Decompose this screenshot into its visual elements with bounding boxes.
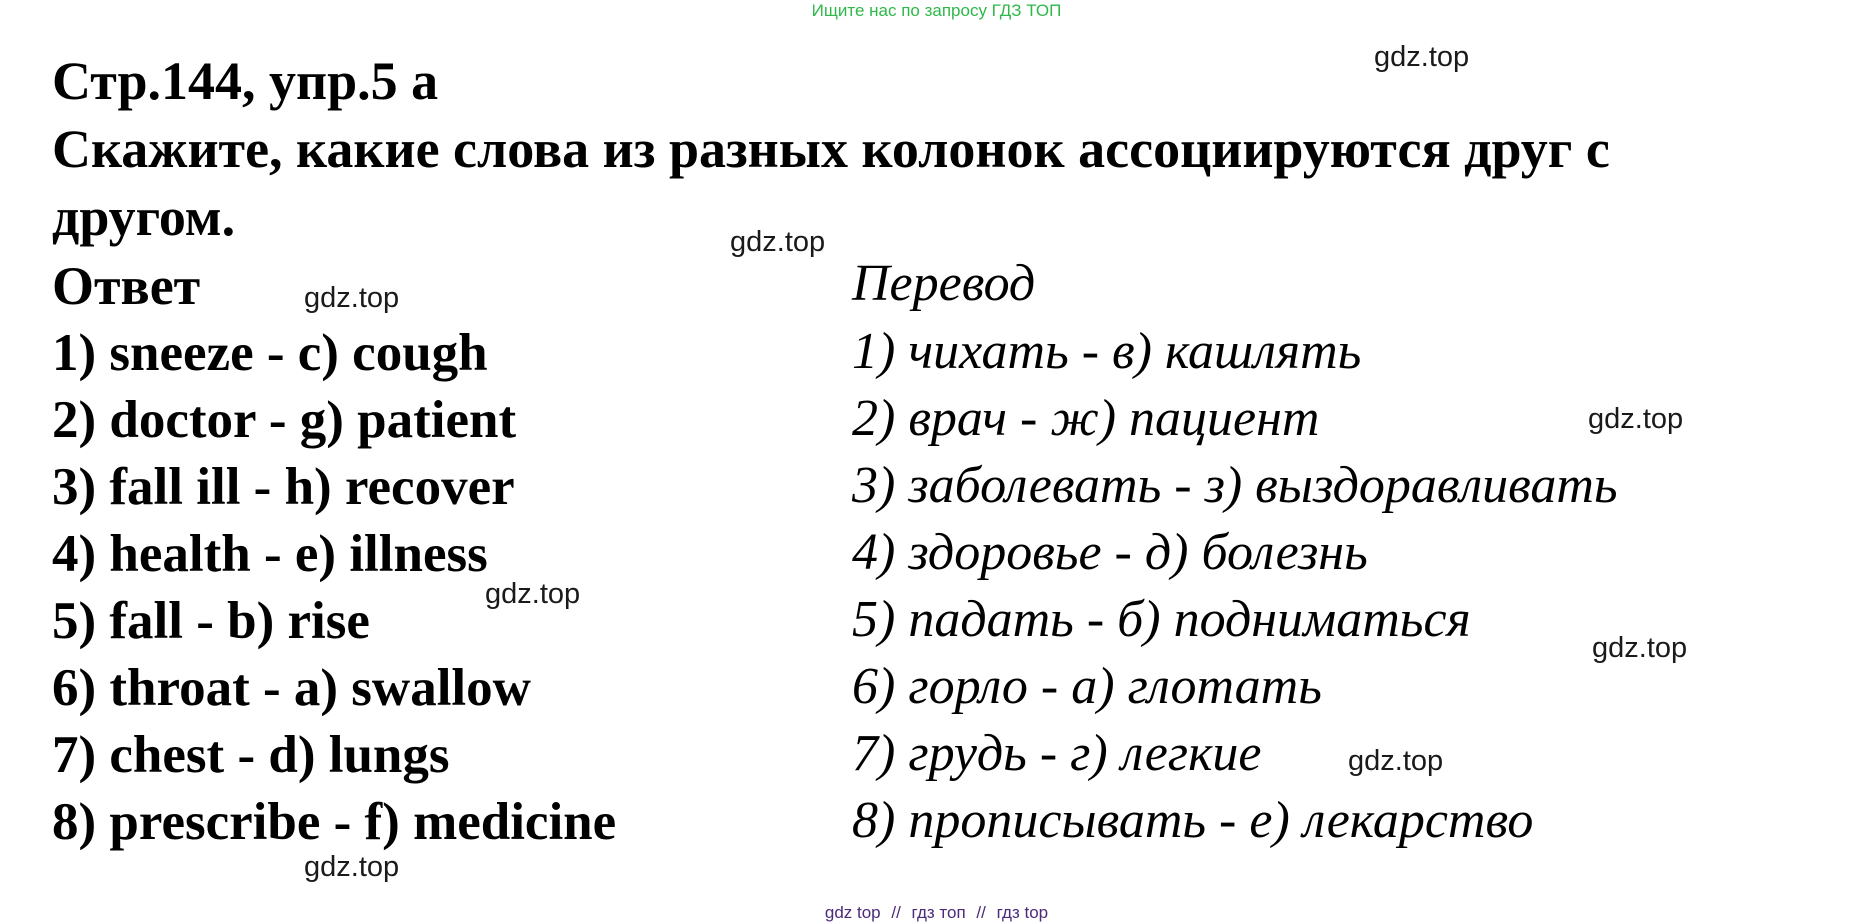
answer-item: 4) health - e) illness: [52, 525, 488, 583]
answer-item: 1) sneeze - c) cough: [52, 324, 488, 382]
answer-item: 7) chest - d) lungs: [52, 726, 450, 784]
translation-item: 3) заболевать - з) выздоравливать: [852, 457, 1618, 514]
translation-item: 7) грудь - г) легкие: [852, 725, 1262, 782]
task-instruction-line-2: другом.: [52, 187, 236, 247]
watermark: gdz.top: [304, 851, 400, 883]
watermark: gdz.top: [730, 226, 826, 258]
watermark: gdz.top: [485, 578, 581, 610]
answer-item: 6) throat - a) swallow: [52, 659, 531, 717]
translation-item: 2) врач - ж) пациент: [852, 390, 1320, 447]
task-instruction-line-1: Скажите, какие слова из разных колонок ассоциируются друг с: [52, 119, 1610, 179]
page-title: Стр.144, упр.5 а: [52, 51, 439, 111]
watermark: gdz.top: [1374, 41, 1470, 73]
footer-links: [0, 903, 1873, 923]
translation-item: 5) падать - б) подниматься: [852, 591, 1471, 648]
footer-separator: //: [891, 903, 901, 922]
top-banner[interactable]: Ищите нас по запросу ГДЗ ТОП: [811, 1, 1062, 20]
answer-title: Ответ: [52, 256, 201, 316]
watermark: gdz.top: [1348, 745, 1444, 777]
translation-title: Перевод: [852, 255, 1036, 312]
translation-item: 4) здоровье - д) болезнь: [852, 524, 1368, 581]
translation-item: 1) чихать - в) кашлять: [852, 323, 1362, 380]
footer-link-gdz-top[interactable]: gdz top: [824, 903, 881, 922]
watermark: gdz.top: [304, 282, 400, 314]
answer-item: 3) fall ill - h) recover: [52, 458, 515, 516]
watermark: gdz.top: [1592, 632, 1688, 664]
answer-item: 8) prescribe - f) medicine: [52, 793, 617, 851]
translation-item: 8) прописывать - е) лекарство: [852, 792, 1534, 849]
answer-item: 2) doctor - g) patient: [52, 391, 517, 449]
translation-item: 6) горло - а) глотать: [852, 658, 1322, 715]
footer-separator: //: [976, 903, 986, 922]
watermark: gdz.top: [1588, 403, 1684, 435]
footer-link-gdz-top-ru[interactable]: гдз топ: [911, 903, 966, 922]
answer-item: 5) fall - b) rise: [52, 592, 370, 650]
footer-link-gdz-top-mixed[interactable]: гдз top: [996, 903, 1049, 922]
